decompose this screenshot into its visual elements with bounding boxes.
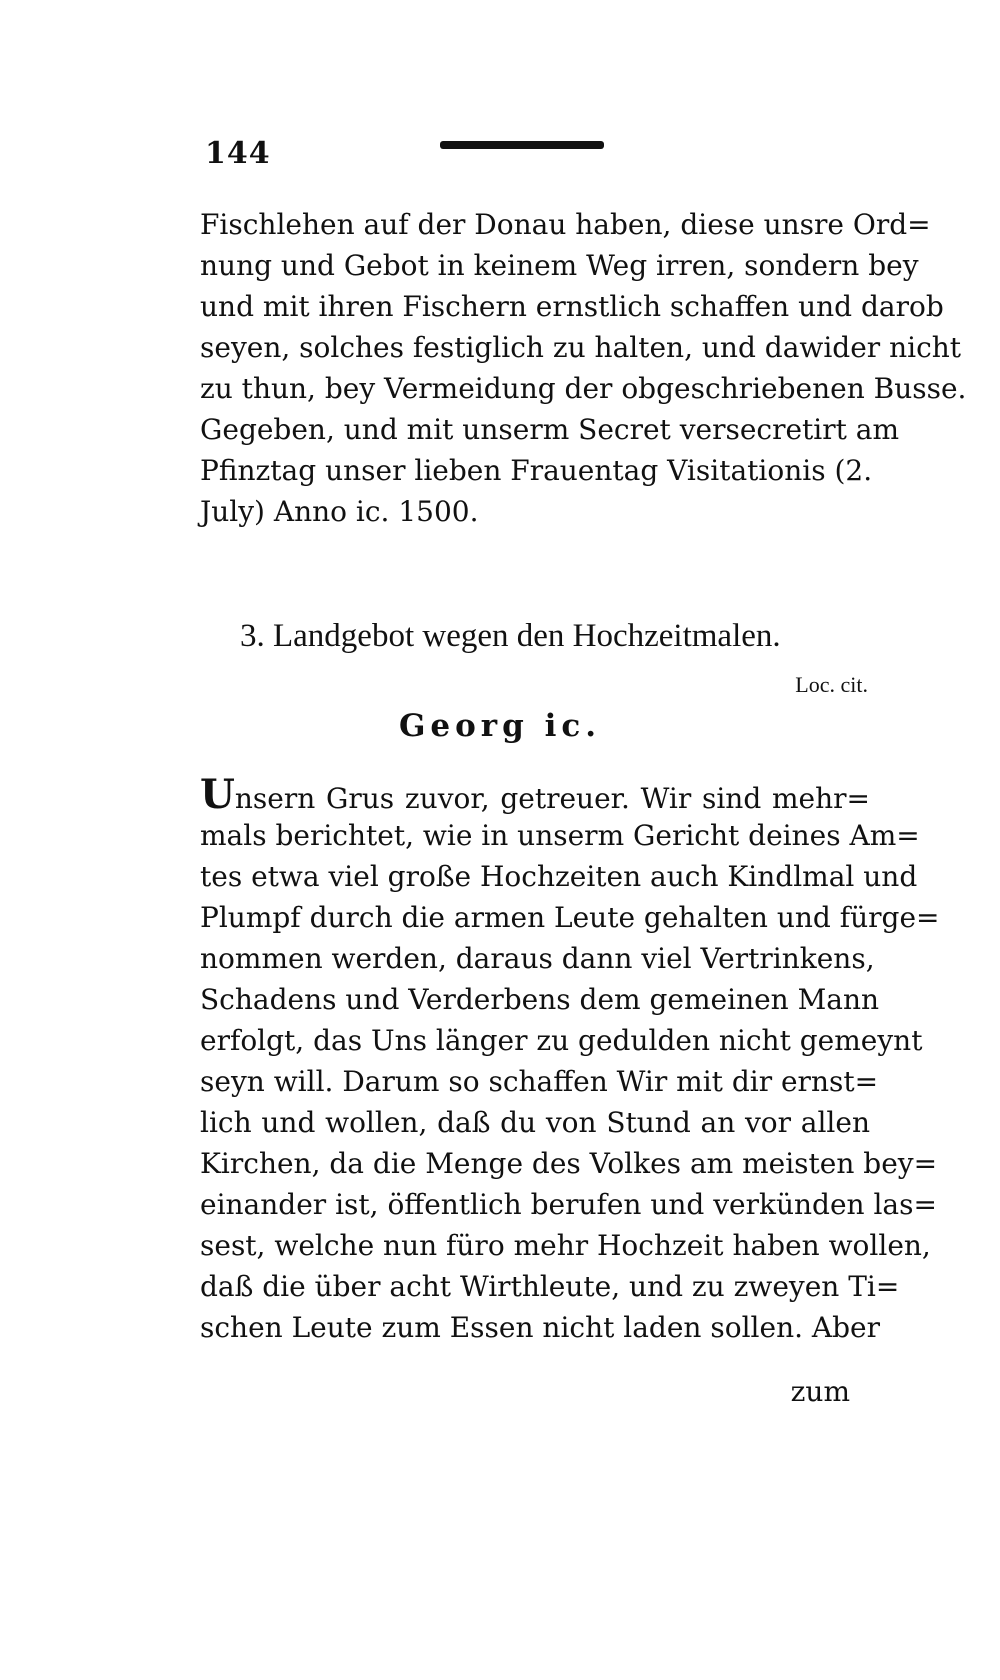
- text-line: daß die über acht Wirthleute, und zu zweyen Ti=: [200, 1270, 900, 1303]
- first-letter-line: [200, 771, 870, 819]
- text-line: Schadens und Verderbens dem gemeinen Mann: [200, 983, 880, 1016]
- text-line: lich und wollen, daß du von Stund an vor allen: [200, 1106, 870, 1139]
- text-line: Pfinztag unser lieben Frauentag Visitationis (2.: [200, 454, 873, 487]
- loc-ref: Loc. cit.: [795, 672, 868, 697]
- text-line: und mit ihren Fischern ernstlich schaffen und darob: [200, 290, 944, 323]
- text-line: Gegeben, und mit unserm Secret versecretirt am: [200, 413, 900, 446]
- text-line: July) Anno ic. 1500.: [200, 495, 479, 528]
- text-line: erfolgt, das Uns länger zu gedulden nicht gemeynt: [200, 1024, 923, 1057]
- text-line: seyen, solches festiglich zu halten, und dawider nicht: [200, 331, 962, 364]
- text-line: nung und Gebot in keinem Weg irren, sondern bey: [200, 249, 919, 282]
- salutation-heading: Georg ic.: [398, 708, 602, 744]
- text-line: Fischlehen auf der Donau haben, diese unsre Ord=: [200, 208, 931, 241]
- text-line: Plumpf durch die armen Leute gehalten und fürge=: [200, 901, 940, 934]
- text-line: seyn will. Darum so schaffen Wir mit dir ernst=: [200, 1065, 879, 1098]
- text-line: einander ist, öffentlich berufen und verkünden las=: [200, 1188, 937, 1221]
- first-line-text: nsern Grus zuvor, getreuer. Wir sind mehr=: [234, 782, 870, 815]
- text-line: zu thun, bey Vermeidung der obgeschriebenen Busse.: [200, 372, 967, 405]
- text-line: sest, welche nun füro mehr Hochzeit haben wollen,: [200, 1229, 931, 1262]
- header-rule: [440, 141, 604, 149]
- catchword: zum: [790, 1375, 850, 1408]
- text-line: Kirchen, da die Menge des Volkes am meisten bey=: [200, 1147, 938, 1180]
- text-line: schen Leute zum Essen nicht laden sollen. Aber: [200, 1311, 880, 1344]
- text-line: tes etwa viel große Hochzeiten auch Kindlmal und: [200, 860, 918, 893]
- page-number: 144: [205, 136, 271, 171]
- drop-cap: U: [200, 771, 235, 818]
- text-line: nommen werden, daraus dann viel Vertrinkens,: [200, 942, 875, 975]
- text-line: mals berichtet, wie in unserm Gericht deines Am=: [200, 819, 920, 852]
- section-title: 3. Landgebot wegen den Hochzeitmalen.: [240, 618, 781, 654]
